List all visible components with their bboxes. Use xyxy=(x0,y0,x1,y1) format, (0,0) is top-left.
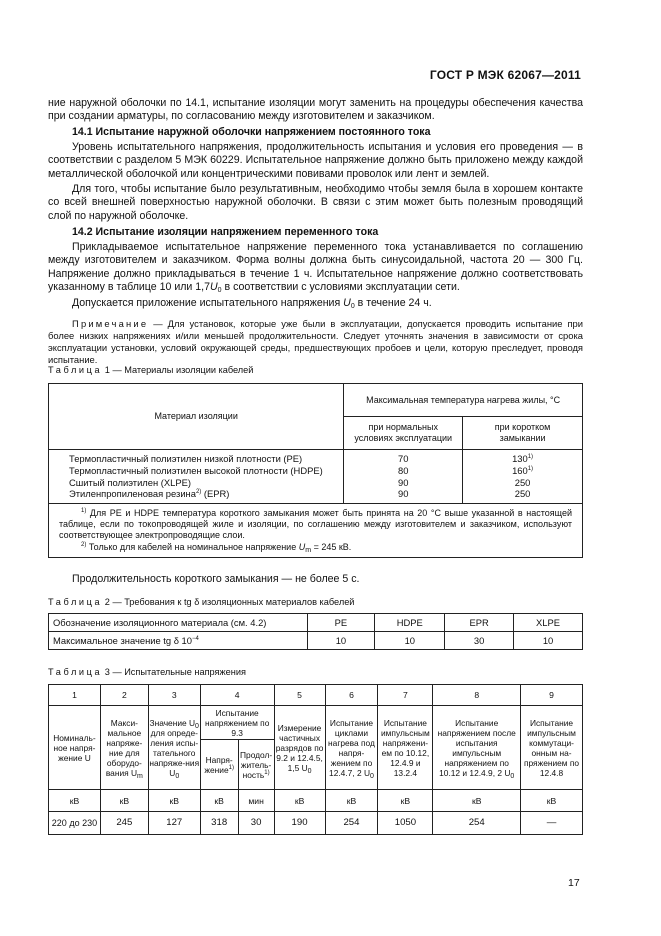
unit-cell: мин xyxy=(238,790,274,812)
value-hdpe: 10 xyxy=(375,632,445,650)
unit-cell: кВ xyxy=(325,790,378,812)
header-partial-discharge xyxy=(274,706,325,790)
paragraph-text: в соответствии с условиями эксплуатации сети. xyxy=(221,280,460,293)
short-temps-cell xyxy=(463,450,583,504)
short-temp xyxy=(463,453,582,465)
header-text: Испытание циклами нагрева под напря-жением по 12.4.7, 2 U xyxy=(328,717,375,778)
short-temp: 250 xyxy=(514,476,531,488)
normal-temp: 80 xyxy=(398,464,409,476)
material-row: Сшитый полиэтилен (XLPE) xyxy=(69,476,191,488)
header-nominal-voltage: Номиналь-ное напря-жение U xyxy=(49,706,101,790)
table-test-voltages xyxy=(48,684,583,835)
var-u: U xyxy=(343,297,351,309)
material-hdpe: HDPE xyxy=(375,614,445,632)
header-text: для опреде-ления испы-тательного напряже-ния U xyxy=(149,727,200,778)
unit-cell: кВ xyxy=(148,790,200,812)
col-number: 2 xyxy=(100,685,148,706)
header-text: Измерение частичных разрядов по 9.2 и 12.4.5, 1,5 U xyxy=(275,722,324,773)
var-sub: 0 xyxy=(175,772,180,780)
data-cell: — xyxy=(521,812,583,835)
col-number: 7 xyxy=(378,685,433,706)
var-sub: m xyxy=(305,546,312,554)
header-short: при коротком замыкании xyxy=(463,417,583,450)
header-material: Материал изоляции xyxy=(49,384,344,450)
header-text: Испытание напряжением после испытания импульсным напряжением по 10.12 и 12.4.9, 2 U xyxy=(437,717,516,778)
header-text: Продол-житель-ность xyxy=(240,749,273,780)
caption-word: Таблица xyxy=(48,597,103,607)
header-text: Напря-жение xyxy=(204,754,233,775)
header-heat-cycles xyxy=(325,706,378,790)
footnote-mark: 2) xyxy=(195,489,202,496)
row-material-label: Обозначение изоляционного материала (см. 4.2) xyxy=(49,614,308,632)
material-epr: EPR xyxy=(445,614,514,632)
caption-word: Таблица xyxy=(48,667,103,677)
header-text: Значение U xyxy=(149,717,196,728)
col-number: 5 xyxy=(274,685,325,706)
value-epr: 30 xyxy=(445,632,514,650)
data-cell: 1050 xyxy=(378,812,433,835)
unit-cell: кВ xyxy=(49,790,101,812)
table1-caption xyxy=(48,365,253,375)
var-sub: 0 xyxy=(217,286,222,294)
var-sub: 0 xyxy=(307,767,312,775)
page-number: 17 xyxy=(568,877,580,889)
paragraph-text: Прикладываемое испытательное напряжение переменного тока устанавливается по соглашению между изготовителем и заказчиком. Форма волны должна быть синусоидальной, частота 20 — 300 Гц. Напряжение должно прикладываться в течение 1 ч. Испытательное напряжение должно соответствовать указанному в таблице 10 или 1,7 xyxy=(48,241,583,293)
paragraph-text: Допускается приложение испытательного напряжения xyxy=(72,297,344,309)
table-tan-delta xyxy=(48,613,583,650)
paragraph-continuation xyxy=(48,97,583,124)
short-temp-value: 160 xyxy=(512,464,528,476)
short-temp xyxy=(463,465,582,477)
material-row: Термопластичный полиэтилен высокой плотности (HDPE) xyxy=(69,464,323,476)
header-test-9-3: Испытание напряжением по 9.3 xyxy=(200,706,274,740)
material-row: Термопластичный полиэтилен низкой плотности (PE) xyxy=(69,453,303,465)
footnote-mark: 1) xyxy=(264,769,270,776)
col-number: 3 xyxy=(148,685,200,706)
data-cell: 127 xyxy=(148,812,200,835)
paragraph-earth-contact xyxy=(48,183,583,223)
materials-cell xyxy=(49,450,344,504)
header-test-duration xyxy=(238,740,274,790)
unit-cell: кВ xyxy=(521,790,583,812)
footnote-mark: 1) xyxy=(228,764,234,771)
data-cell: 318 xyxy=(200,812,238,835)
paragraph-ac-voltage xyxy=(48,241,583,294)
footnote-text: Только для кабелей на номинальное напряжение xyxy=(86,541,299,552)
header-normal: при нормальных условиях эксплуатации xyxy=(344,417,463,450)
header-test-voltage xyxy=(200,740,238,790)
material-xlpe: XLPE xyxy=(514,614,583,632)
paragraph-text: ние наружной оболочки по 14.1, испытание изоляции могут заменить на процедуры обеспечения качества при создании арматуры, по согласованию между изготовителем и заказчиком. xyxy=(48,97,583,123)
material-abbr: (EPR) xyxy=(201,488,230,500)
col-number: 8 xyxy=(433,685,521,706)
short-temp-value: 130 xyxy=(512,453,528,465)
unit-cell: кВ xyxy=(433,790,521,812)
header-impulse: Испытание импульсным напряжени-ем по 10.12, 12.4.9 и 13.2.4 xyxy=(378,706,433,790)
note-label: Примечание xyxy=(72,318,149,329)
normal-temp: 90 xyxy=(398,476,409,488)
var-sub: 0 xyxy=(510,772,515,780)
header-u0-value xyxy=(148,706,200,790)
data-cell: 30 xyxy=(238,812,274,835)
var-sub: m xyxy=(137,772,143,780)
footnote-1 xyxy=(59,508,572,542)
paragraph-24h xyxy=(48,297,583,310)
caption-text: 3 — Испытательные напряжения xyxy=(104,667,246,677)
footnote-text: = 245 кВ. xyxy=(311,541,352,552)
footnote-mark: 1) xyxy=(527,465,534,472)
col-number: 6 xyxy=(325,685,378,706)
header-max-voltage xyxy=(100,706,148,790)
var-u: U xyxy=(298,541,306,552)
exponent: −4 xyxy=(191,636,199,642)
caption-text: 2 — Требования к tg δ изоляционных материалов кабелей xyxy=(104,597,355,607)
material-pe: PE xyxy=(307,614,375,632)
paragraph-short-circuit: Продолжительность короткого замыкания — не более 5 с. xyxy=(72,573,360,585)
header-max-temp: Максимальная температура нагрева жилы, °С xyxy=(344,384,583,417)
unit-cell: кВ xyxy=(100,790,148,812)
header-after-impulse xyxy=(433,706,521,790)
section-14-2-title: 14.2 Испытание изоляции напряжением переменного тока xyxy=(72,226,379,238)
data-cell: 220 до 230 xyxy=(49,812,101,835)
paragraph-text: Уровень испытательного напряжения, продолжительность испытания и условия его проведения — в соответствии с разделом 5 МЭК 60229. Испытательное напряжение должно быть приложено между каждой металлической оболочкой или концентрическими повивами проволок или лент и землей. xyxy=(48,141,583,180)
var-sub: 0 xyxy=(350,303,355,310)
footnote-mark: 1) xyxy=(527,454,534,461)
normal-temp: 90 xyxy=(398,488,409,500)
col-number: 4 xyxy=(200,685,274,706)
paragraph-text: Для того, чтобы испытание было результативным, необходимо чтобы земля была в хорошем контакте со всей внешней поверхностью наружной оболочки. В связи с этим может быть полезным проводящий слой по наружной оболочке. xyxy=(48,183,583,222)
value-pe: 10 xyxy=(307,632,375,650)
paragraph-text: в течение 24 ч. xyxy=(354,297,432,309)
var-u: U xyxy=(210,280,218,293)
var-sub: 0 xyxy=(370,772,374,780)
unit-cell: кВ xyxy=(200,790,238,812)
footnote-text: Для PE и HDPE температура короткого замыкания может быть принята на 20 °С выше указанной в настоящей таблице, если по токопроводящей жиле и изоляции, по соглашению между изготовителем и заказчиком, используют соответствующее электропроводящие слои. xyxy=(59,508,572,541)
data-cell: 190 xyxy=(274,812,325,835)
var-sub: 0 xyxy=(195,722,199,730)
short-temp: 250 xyxy=(514,488,531,500)
header-switching-impulse: Испытание импульсным коммутаци-онным на-пряжением по 12.4.8 xyxy=(521,706,583,790)
footnote-mark: 1) xyxy=(81,508,87,514)
unit-cell: кВ xyxy=(274,790,325,812)
table3-caption xyxy=(48,667,246,677)
normal-temp: 70 xyxy=(398,453,409,465)
value-xlpe: 10 xyxy=(514,632,583,650)
table-insulation-materials xyxy=(48,383,583,558)
footnote-2 xyxy=(59,542,572,553)
document-header: ГОСТ Р МЭК 62067—2011 xyxy=(429,68,581,82)
col-number: 1 xyxy=(49,685,101,706)
label-text: Максимальное значение tg δ 10 xyxy=(53,635,192,646)
row-tan-delta-label xyxy=(49,632,308,650)
section-14-1-title: 14.1 Испытание наружной оболочки напряжением постоянного тока xyxy=(72,126,431,138)
paragraph-test-voltage xyxy=(48,141,583,181)
table2-caption xyxy=(48,597,354,607)
data-cell: 254 xyxy=(433,812,521,835)
material-name: Этиленпропиленовая резина xyxy=(69,488,196,500)
note-block xyxy=(48,318,583,366)
data-cell: 245 xyxy=(100,812,148,835)
material-row xyxy=(69,488,343,500)
data-cell: 254 xyxy=(325,812,378,835)
caption-word: Таблица xyxy=(48,365,103,375)
col-number: 9 xyxy=(521,685,583,706)
note-text: — Для установок, которые уже были в эксплуатации, допускается проводить испытание при более низких напряжениях и/или меньшей продолжительности. Следует уточнять значения в зависимости от срока эксплуатации установки, условий окружающей среды, предшествующих пробоев и цели, которую преследует, проводя испытание. xyxy=(48,318,583,365)
footnote-mark: 2) xyxy=(81,541,87,548)
normal-temps-cell xyxy=(344,450,463,504)
table1-footnotes xyxy=(49,504,583,558)
unit-cell: кВ xyxy=(378,790,433,812)
header-text: Макси-мальное напряже-ние для оборудо-вания U xyxy=(105,717,143,778)
caption-text: 1 — Материалы изоляции кабелей xyxy=(104,365,254,375)
